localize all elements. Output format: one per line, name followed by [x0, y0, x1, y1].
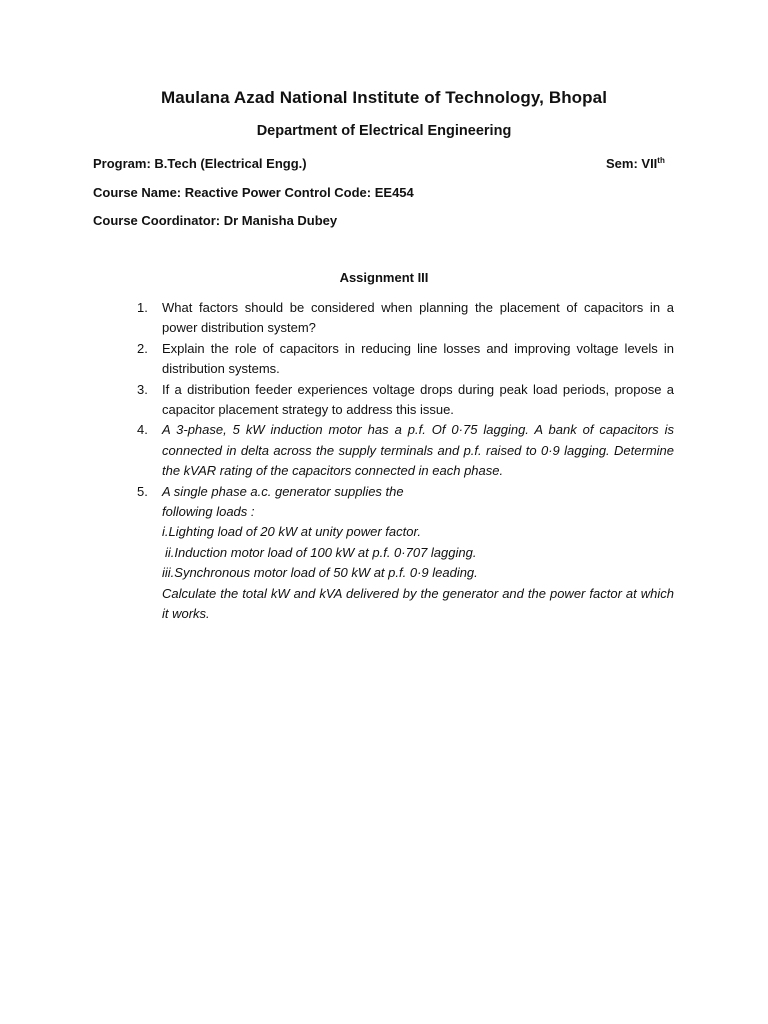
semester-line: [606, 156, 665, 171]
course-line: Course Name: Reactive Power Control Code: EE454: [93, 185, 414, 200]
question-line: following loads :: [162, 504, 255, 520]
program-line: Program: B.Tech (Electrical Engg.): [93, 156, 307, 171]
question-number: 5.: [137, 483, 148, 499]
question-item: [137, 482, 674, 625]
question-text: If a distribution feeder experiences voltage drops during peak load periods, propose a capacitor placement strategy to address this issue.: [162, 381, 674, 418]
semester-label: Sem: VII: [606, 156, 658, 171]
coordinator-line: Course Coordinator: Dr Manisha Dubey: [93, 213, 338, 228]
question-line: iii.Synchronous motor load of 50 kW at p.f. 0·9 leading.: [162, 565, 478, 581]
question-text: What factors should be considered when planning the placement of capacitors in a power distribution system?: [162, 300, 674, 336]
question-line: ii.Induction motor load of 100 kW at p.f. 0·707 lagging.: [165, 544, 477, 560]
question-item: [137, 298, 674, 339]
semester-superscript: th: [657, 156, 665, 165]
institute-title: Maulana Azad National Institute of Technology, Bhopal: [160, 88, 608, 107]
question-list: [137, 298, 674, 625]
question-number: 4.: [137, 422, 148, 438]
question-line: Calculate the total kW and kVA delivered by the generator and the power factor at which it works.: [162, 585, 674, 622]
question-item: [137, 380, 674, 421]
question-line: i.Lighting load of 20 kW at unity power factor.: [162, 524, 421, 540]
question-item: [137, 339, 674, 380]
question-text: A 3-phase, 5 kW induction motor has a p.f. Of 0·75 lagging. A bank of capacitors is connected in delta across the supply terminals and p.f. raised to 0·9 lagging. Determine the kVAR rating of the capacitors connected in each phase.: [162, 422, 674, 479]
question-number: 3.: [137, 381, 148, 397]
assignment-heading: Assignment III: [339, 270, 429, 285]
question-number: 2.: [137, 340, 148, 356]
question-text: Explain the role of capacitors in reducing line losses and improving voltage levels in distribution systems.: [162, 340, 674, 377]
question-item: [137, 420, 674, 481]
question-number: 1.: [137, 300, 148, 315]
department-title: Department of Electrical Engineering: [256, 123, 512, 139]
question-line: A single phase a.c. generator supplies the: [162, 483, 404, 499]
